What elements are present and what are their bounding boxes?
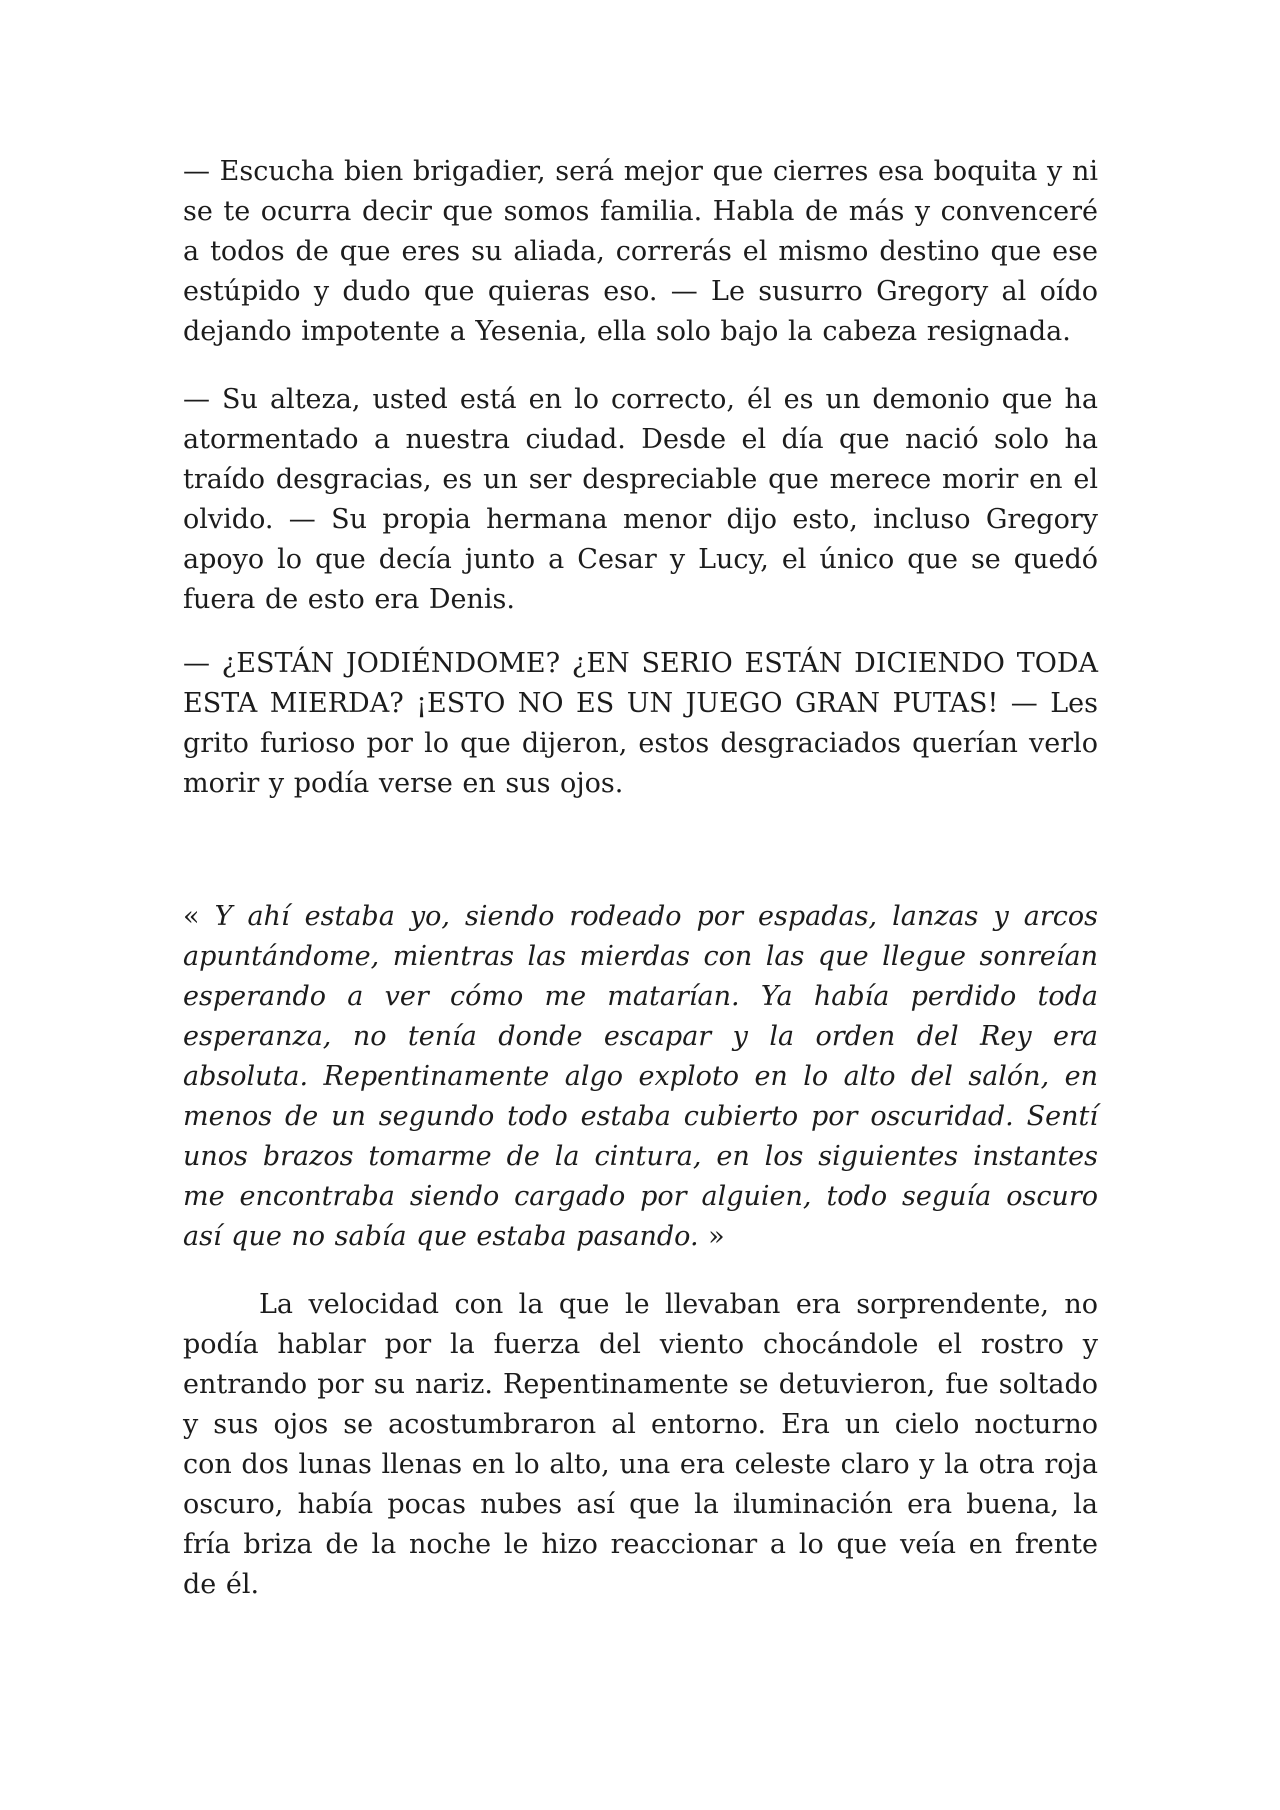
quote-body: Y ahí estaba yo, siendo rodeado por espadas, lanzas y arcos apuntándome, mientras las mierdas con las que llegue sonreían esperando a ver cómo me matarían. Ya había perdido toda esperanza, no tenía donde escapar y la orden del Rey era absoluta. Repentinamente algo exploto en lo alto del salón, en menos de un segundo todo estaba cubierto por oscuridad. Sentí unos brazos tomarme de la cintura, en los siguientes instantes me encontraba siendo cargado por alguien, todo seguía oscuro así que no sabía que estaba pasando. xyxy=(183,901,1098,1252)
close-guillemet: » xyxy=(708,1221,725,1252)
paragraph-dialogue-shout: — ¿ESTÁN JODIÉNDOME? ¿EN SERIO ESTÁN DICIENDO TODA ESTA MIERDA? ¡ESTO NO ES UN JUEGO GRAN PUTAS! — Les grito furioso por lo que dijeron, estos desgraciados querían verlo morir y podía verse en sus ojos. xyxy=(183,648,1098,799)
open-guillemet: « xyxy=(183,901,200,932)
paragraph-italic-quote xyxy=(183,897,1098,1257)
paragraph-narration: La velocidad con la que le llevaban era sorprendente, no podía hablar por la fuerza del viento chocándole el rostro y entrando por su nariz. Repentinamente se detuvieron, fue soltado y sus ojos se acostumbraron al entorno. Era un cielo nocturno con dos lunas llenas en lo alto, una era celeste claro y la otra roja oscuro, había pocas nubes así que la iluminación era buena, la fría briza de la noche le hizo reaccionar a lo que veía en frente de él. xyxy=(183,1289,1098,1600)
paragraph-dialogue-gregory: — Escucha bien brigadier, será mejor que cierres esa boquita y ni se te ocurra decir que somos familia. Habla de más y convenceré a todos de que eres su aliada, correrás el mismo destino que ese estúpido y dudo que quieras eso. — Le susurro Gregory al oído dejando impotente a Yesenia, ella solo bajo la cabeza resignada. xyxy=(183,156,1098,347)
paragraph-dialogue-sister: — Su alteza, usted está en lo correcto, él es un demonio que ha atormentado a nuestra ciudad. Desde el día que nació solo ha traído desgracias, es un ser despreciable que merece morir en el olvido. — Su propia hermana menor dijo esto, incluso Gregory apoyo lo que decía junto a Cesar y Lucy, el único que se quedó fuera de esto era Denis. xyxy=(183,384,1098,615)
